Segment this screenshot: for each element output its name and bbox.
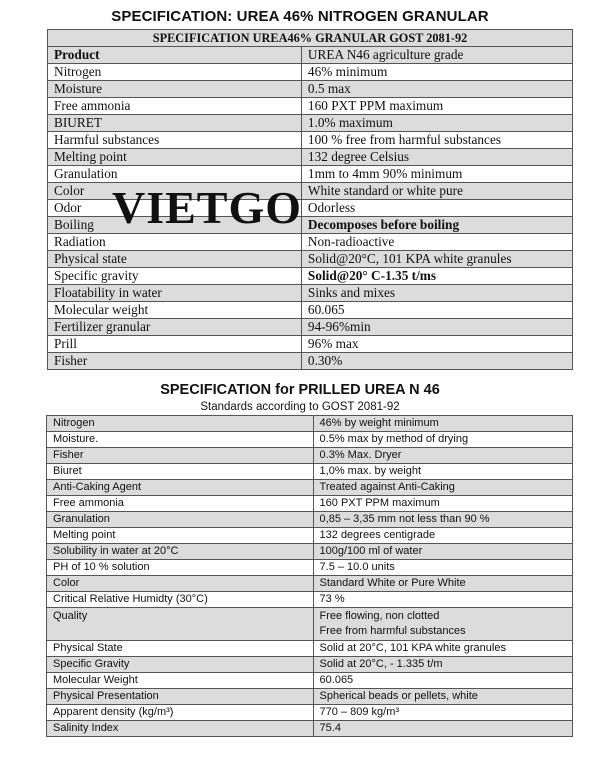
spec-value: 100 % free from harmful substances bbox=[301, 132, 572, 149]
spec-value: 0.5% max by method of drying bbox=[313, 432, 572, 448]
spec-label: Specific Gravity bbox=[47, 657, 314, 673]
spec-value: UREA N46 agriculture grade bbox=[301, 47, 572, 64]
spec-label: Floatability in water bbox=[48, 285, 302, 302]
granular-title: SPECIFICATION: UREA 46% NITROGEN GRANULAR bbox=[111, 8, 489, 25]
spec-value: 46% by weight minimum bbox=[313, 416, 572, 432]
table-row bbox=[48, 353, 573, 370]
spec-value: 60.065 bbox=[301, 302, 572, 319]
table-row bbox=[48, 132, 573, 149]
table-header-row bbox=[48, 30, 573, 47]
spec-label: Apparent density (kg/m³) bbox=[47, 705, 314, 721]
spec-value: 160 PXT PPM maximum bbox=[313, 496, 572, 512]
table-row bbox=[47, 592, 573, 608]
spec-label: Critical Relative Humidty (30°C) bbox=[47, 592, 314, 608]
spec-value: 73 % bbox=[313, 592, 572, 608]
table-row bbox=[47, 480, 573, 496]
spec-label: Fisher bbox=[48, 353, 302, 370]
spec-label: Product bbox=[48, 47, 302, 64]
spec-value: 0,85 – 3,35 mm not less than 90 % bbox=[313, 512, 572, 528]
spec-label: Physical Presentation bbox=[47, 689, 314, 705]
spec-value: 0.3% Max. Dryer bbox=[313, 448, 572, 464]
spec-value: 60.065 bbox=[313, 673, 572, 689]
table-row bbox=[48, 149, 573, 166]
table-row bbox=[48, 115, 573, 132]
spec-label: Granulation bbox=[47, 512, 314, 528]
spec-value: 94-96%min bbox=[301, 319, 572, 336]
spec-value: 1.0% maximum bbox=[301, 115, 572, 132]
spec-label: Boiling bbox=[48, 217, 302, 234]
spec-value: Solid at 20°C, 101 KPA white granules bbox=[313, 641, 572, 657]
spec-label: Color bbox=[47, 576, 314, 592]
spec-label: Harmful substances bbox=[48, 132, 302, 149]
spec-value: Treated against Anti-Caking bbox=[313, 480, 572, 496]
spec-value: 1mm to 4mm 90% minimum bbox=[301, 166, 572, 183]
table-row bbox=[47, 673, 573, 689]
spec-label: Specific gravity bbox=[48, 268, 302, 285]
spec-value: White standard or white pure bbox=[301, 183, 572, 200]
table-row bbox=[48, 234, 573, 251]
spec-value: Solid@20°C, 101 KPA white granules bbox=[301, 251, 572, 268]
spec-value: 132 degrees centigrade bbox=[313, 528, 572, 544]
table-row bbox=[48, 81, 573, 98]
table-row bbox=[48, 47, 573, 64]
spec-label: Anti-Caking Agent bbox=[47, 480, 314, 496]
spec-label: Moisture bbox=[48, 81, 302, 98]
spec-label: Molecular weight bbox=[48, 302, 302, 319]
spec-value: Sinks and mixes bbox=[301, 285, 572, 302]
spec-label: Solubility in water at 20°C bbox=[47, 544, 314, 560]
spec-value: 770 – 809 kg/m³ bbox=[313, 705, 572, 721]
spec-value-line: Free from harmful substances bbox=[319, 625, 466, 637]
spec-label: Nitrogen bbox=[47, 416, 314, 432]
spec-label: PH of 10 % solution bbox=[47, 560, 314, 576]
table-row bbox=[47, 705, 573, 721]
spec-value bbox=[313, 608, 572, 641]
spec-label: Granulation bbox=[48, 166, 302, 183]
granular-table-header: SPECIFICATION UREA46% GRANULAR GOST 2081-92 bbox=[48, 30, 573, 47]
table-row bbox=[47, 512, 573, 528]
table-row bbox=[47, 448, 573, 464]
spec-label: Radiation bbox=[48, 234, 302, 251]
table-row bbox=[48, 285, 573, 302]
spec-value: 7.5 – 10.0 units bbox=[313, 560, 572, 576]
spec-label: Nitrogen bbox=[48, 64, 302, 81]
spec-label: Fertilizer granular bbox=[48, 319, 302, 336]
spec-label: Melting point bbox=[47, 528, 314, 544]
spec-label: Quality bbox=[47, 608, 314, 641]
spec-label: Color bbox=[48, 183, 302, 200]
spec-value: Spherical beads or pellets, white bbox=[313, 689, 572, 705]
table-row bbox=[48, 98, 573, 115]
table-row bbox=[48, 319, 573, 336]
table-row bbox=[47, 464, 573, 480]
spec-value: 0.30% bbox=[301, 353, 572, 370]
spec-label: Salinity Index bbox=[47, 721, 314, 737]
table-row bbox=[47, 689, 573, 705]
table-row bbox=[48, 302, 573, 319]
table-row bbox=[47, 721, 573, 737]
table-row bbox=[47, 416, 573, 432]
spec-label: Physical State bbox=[47, 641, 314, 657]
table-row bbox=[48, 251, 573, 268]
spec-value: 1,0% max. by weight bbox=[313, 464, 572, 480]
spec-value: Standard White or Pure White bbox=[313, 576, 572, 592]
table-row bbox=[47, 496, 573, 512]
spec-value: Decomposes before boiling bbox=[301, 217, 572, 234]
spec-label: Odor bbox=[48, 200, 302, 217]
table-row bbox=[47, 544, 573, 560]
spec-label: Free ammonia bbox=[47, 496, 314, 512]
spec-label: Fisher bbox=[47, 448, 314, 464]
spec-label: BIURET bbox=[48, 115, 302, 132]
spec-label: Prill bbox=[48, 336, 302, 353]
spec-value-line: Free flowing, non clotted bbox=[319, 610, 440, 622]
spec-value: Solid@20° C-1.35 t/ms bbox=[301, 268, 572, 285]
spec-label: Melting point bbox=[48, 149, 302, 166]
spec-value: 100g/100 ml of water bbox=[313, 544, 572, 560]
table-row bbox=[47, 641, 573, 657]
table-row bbox=[47, 657, 573, 673]
spec-value: 0.5 max bbox=[301, 81, 572, 98]
spec-label: Free ammonia bbox=[48, 98, 302, 115]
table-row bbox=[48, 336, 573, 353]
spec-value: 46% minimum bbox=[301, 64, 572, 81]
spec-value: 75.4 bbox=[313, 721, 572, 737]
table-row bbox=[48, 268, 573, 285]
table-row bbox=[47, 432, 573, 448]
spec-value: Solid at 20°C, - 1.335 t/m bbox=[313, 657, 572, 673]
prilled-spec-table bbox=[46, 415, 573, 737]
spec-label: Molecular Weight bbox=[47, 673, 314, 689]
spec-label: Moisture. bbox=[47, 432, 314, 448]
vietgo-watermark: VIETGO bbox=[112, 182, 303, 233]
table-row bbox=[47, 608, 573, 641]
spec-value: 132 degree Celsius bbox=[301, 149, 572, 166]
prilled-title: SPECIFICATION for PRILLED UREA N 46 bbox=[160, 382, 440, 398]
spec-label: Physical state bbox=[48, 251, 302, 268]
prilled-subtitle: Standards according to GOST 2081-92 bbox=[200, 401, 400, 413]
spec-label: Biuret bbox=[47, 464, 314, 480]
spec-value: 160 PXT PPM maximum bbox=[301, 98, 572, 115]
table-row bbox=[47, 528, 573, 544]
spec-value: 96% max bbox=[301, 336, 572, 353]
table-row bbox=[48, 166, 573, 183]
table-row bbox=[47, 576, 573, 592]
table-row bbox=[47, 560, 573, 576]
spec-value: Non-radioactive bbox=[301, 234, 572, 251]
spec-value: Odorless bbox=[301, 200, 572, 217]
table-row bbox=[48, 64, 573, 81]
